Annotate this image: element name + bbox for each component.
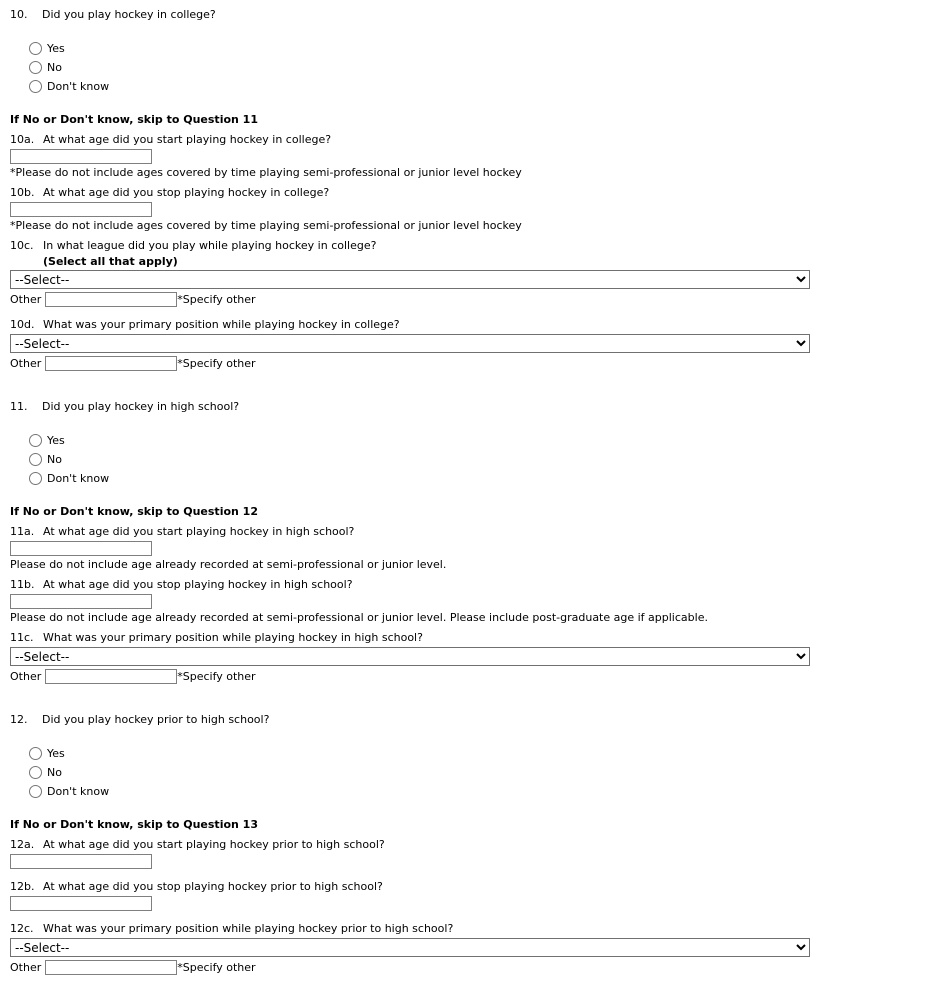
q10c-other-input[interactable] bbox=[45, 292, 177, 307]
q10d-other-row bbox=[10, 354, 916, 372]
q10c-question bbox=[10, 239, 916, 253]
q11a-age-input[interactable] bbox=[10, 541, 152, 556]
question-10-text: Did you play hockey in college? bbox=[42, 8, 216, 21]
q10b-text: At what age did you stop playing hockey in college? bbox=[43, 186, 330, 199]
q10b-question bbox=[10, 186, 916, 200]
q10-dont-know-radio[interactable] bbox=[29, 80, 42, 93]
q10-no-radio[interactable] bbox=[29, 61, 42, 74]
q10d-specify-label: *Specify other bbox=[177, 356, 256, 370]
q11-option-no[interactable] bbox=[29, 450, 916, 469]
q11-no-radio[interactable] bbox=[29, 453, 42, 466]
q12b-input-row bbox=[10, 896, 916, 911]
q11c-text: What was your primary position while playing hockey in high school? bbox=[43, 631, 423, 644]
q12b-question bbox=[10, 880, 916, 894]
q11a-number: 11a. bbox=[10, 525, 35, 538]
q12-dont-know-radio[interactable] bbox=[29, 785, 42, 798]
question-11-block bbox=[10, 400, 916, 685]
question-10-number: 10. bbox=[10, 8, 28, 21]
question-11-options bbox=[29, 431, 916, 488]
q12-yes-label: Yes bbox=[47, 747, 65, 760]
q12c-select-row bbox=[10, 938, 916, 957]
q12c-other-input[interactable] bbox=[45, 960, 177, 975]
q12c-other-label: Other bbox=[10, 960, 42, 974]
q11-skip-instruction: If No or Don't know, skip to Question 12 bbox=[10, 505, 258, 518]
q11b-note: Please do not include age already recorded at semi-professional or junior level. Please include post-graduate age if applicable. bbox=[10, 611, 708, 624]
question-11-text: Did you play hockey in high school? bbox=[42, 400, 240, 413]
q11b-number: 11b. bbox=[10, 578, 35, 591]
question-12-options bbox=[29, 744, 916, 801]
q12c-other-row bbox=[10, 958, 916, 976]
question-10-block bbox=[10, 8, 916, 372]
q10d-question bbox=[10, 318, 916, 332]
q10-dont-know-label: Don't know bbox=[47, 80, 110, 93]
q11c-other-label: Other bbox=[10, 669, 42, 683]
q10d-other-label: Other bbox=[10, 356, 42, 370]
q12a-text: At what age did you start playing hockey prior to high school? bbox=[43, 838, 385, 851]
q12-no-label: No bbox=[47, 766, 62, 779]
q11c-position-select[interactable] bbox=[10, 647, 810, 666]
q11b-age-input[interactable] bbox=[10, 594, 152, 609]
q10b-input-row bbox=[10, 202, 916, 217]
q10a-note: *Please do not include ages covered by time playing semi-professional or junior level hockey bbox=[10, 166, 522, 179]
q10a-number: 10a. bbox=[10, 133, 35, 146]
q10c-other-label: Other bbox=[10, 292, 42, 306]
q10b-age-input[interactable] bbox=[10, 202, 152, 217]
q10c-select-all-note: (Select all that apply) bbox=[43, 255, 178, 268]
question-12-block bbox=[10, 713, 916, 976]
q12-option-no[interactable] bbox=[29, 763, 916, 782]
q11a-text: At what age did you start playing hockey in high school? bbox=[43, 525, 355, 538]
q11c-number: 11c. bbox=[10, 631, 34, 644]
q10-yes-radio[interactable] bbox=[29, 42, 42, 55]
q11c-other-input[interactable] bbox=[45, 669, 177, 684]
q12a-number: 12a. bbox=[10, 838, 35, 851]
q11-dont-know-label: Don't know bbox=[47, 472, 110, 485]
q10a-input-row bbox=[10, 149, 916, 164]
q10c-select-row bbox=[10, 270, 916, 289]
q10-skip-instruction: If No or Don't know, skip to Question 11 bbox=[10, 113, 258, 126]
q10a-text: At what age did you start playing hockey in college? bbox=[43, 133, 332, 146]
question-11-number: 11. bbox=[10, 400, 28, 413]
q12c-question bbox=[10, 922, 916, 936]
q12b-age-input[interactable] bbox=[10, 896, 152, 911]
q12a-age-input[interactable] bbox=[10, 854, 152, 869]
q11-dont-know-radio[interactable] bbox=[29, 472, 42, 485]
q10b-number: 10b. bbox=[10, 186, 35, 199]
q11a-note: Please do not include age already recorded at semi-professional or junior level. bbox=[10, 558, 447, 571]
q10d-other-input[interactable] bbox=[45, 356, 177, 371]
q10d-select-row bbox=[10, 334, 916, 353]
q11-yes-label: Yes bbox=[47, 434, 65, 447]
q12c-text: What was your primary position while playing hockey prior to high school? bbox=[43, 922, 454, 935]
q10-option-no[interactable] bbox=[29, 58, 916, 77]
question-10-options bbox=[29, 39, 916, 96]
q10d-position-select[interactable] bbox=[10, 334, 810, 353]
question-12-title bbox=[10, 713, 916, 727]
q11-option-yes[interactable] bbox=[29, 431, 916, 450]
q12c-number: 12c. bbox=[10, 922, 34, 935]
q12a-input-row bbox=[10, 854, 916, 869]
q11c-select-row bbox=[10, 647, 916, 666]
q12-option-yes[interactable] bbox=[29, 744, 916, 763]
q12a-question bbox=[10, 838, 916, 852]
q10-option-yes[interactable] bbox=[29, 39, 916, 58]
q11b-text: At what age did you stop playing hockey in high school? bbox=[43, 578, 353, 591]
q10c-specify-label: *Specify other bbox=[177, 292, 256, 306]
q11-no-label: No bbox=[47, 453, 62, 466]
question-12-text: Did you play hockey prior to high school? bbox=[42, 713, 270, 726]
q11c-specify-label: *Specify other bbox=[177, 669, 256, 683]
q12-no-radio[interactable] bbox=[29, 766, 42, 779]
q10c-other-row bbox=[10, 290, 916, 308]
q12-skip-instruction: If No or Don't know, skip to Question 13 bbox=[10, 818, 258, 831]
q12b-number: 12b. bbox=[10, 880, 35, 893]
q10-no-label: No bbox=[47, 61, 62, 74]
q12c-specify-label: *Specify other bbox=[177, 960, 256, 974]
q10c-number: 10c. bbox=[10, 239, 34, 252]
q11b-question bbox=[10, 578, 916, 592]
q11a-input-row bbox=[10, 541, 916, 556]
q10d-number: 10d. bbox=[10, 318, 35, 331]
q10b-note: *Please do not include ages covered by time playing semi-professional or junior level hockey bbox=[10, 219, 522, 232]
q10-yes-label: Yes bbox=[47, 42, 65, 55]
q11c-question bbox=[10, 631, 916, 645]
q12-dont-know-label: Don't know bbox=[47, 785, 110, 798]
q11c-other-row bbox=[10, 667, 916, 685]
q10-option-dont-know[interactable] bbox=[29, 77, 916, 96]
question-11-title bbox=[10, 400, 916, 414]
q12-yes-radio[interactable] bbox=[29, 747, 42, 760]
q11b-input-row bbox=[10, 594, 916, 609]
question-10-title bbox=[10, 8, 916, 22]
q11-yes-radio[interactable] bbox=[29, 434, 42, 447]
q10a-age-input[interactable] bbox=[10, 149, 152, 164]
q12-option-dont-know[interactable] bbox=[29, 782, 916, 801]
q12c-position-select[interactable] bbox=[10, 938, 810, 957]
q10d-text: What was your primary position while playing hockey in college? bbox=[43, 318, 400, 331]
q12b-text: At what age did you stop playing hockey prior to high school? bbox=[43, 880, 383, 893]
q10c-league-select[interactable] bbox=[10, 270, 810, 289]
q10c-text: In what league did you play while playing hockey in college? bbox=[43, 239, 377, 252]
q10a-question bbox=[10, 133, 916, 147]
q11a-question bbox=[10, 525, 916, 539]
q11-option-dont-know[interactable] bbox=[29, 469, 916, 488]
question-12-number: 12. bbox=[10, 713, 28, 726]
